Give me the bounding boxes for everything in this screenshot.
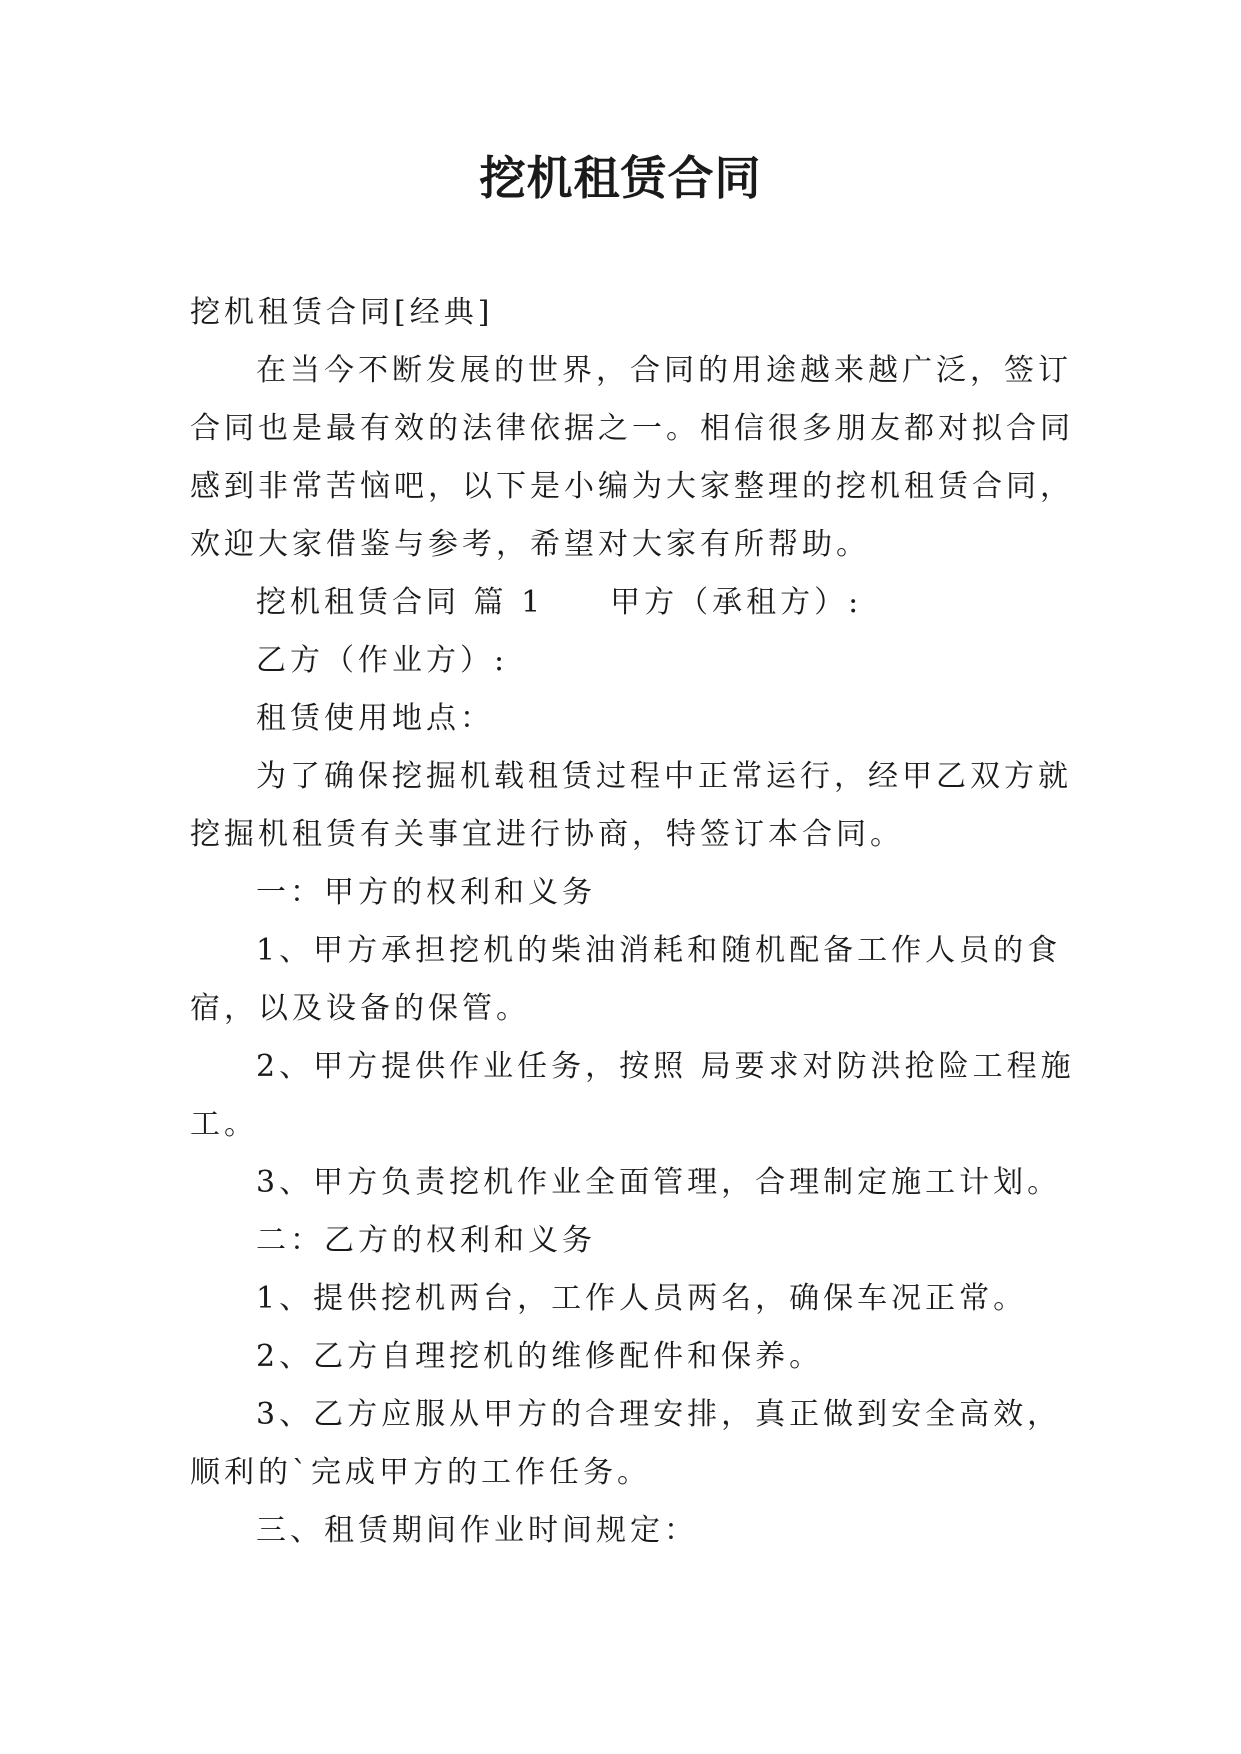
party-a-label: 甲方（承租方）: (610, 585, 863, 620)
clause-line: 3、乙方应服从甲方的合理安排，真正做到安全高效， (256, 1397, 1062, 1432)
clause-line: 1、甲方承担挖机的柴油消耗和随机配备工作人员的食 (256, 933, 1062, 968)
clause-line: 2、乙方自理挖机的维修配件和保养。 (256, 1339, 824, 1374)
section-heading: 三、租赁期间作业时间规定： (256, 1513, 698, 1548)
piece-heading-line (190, 574, 1070, 632)
document-body (190, 284, 1075, 1560)
purpose-line: 挖掘机租赁有关事宜进行协商，特签订本合同。 (190, 817, 904, 852)
party-b-label: 乙方（作业方）: (256, 643, 509, 678)
section-heading: 一：甲方的权利和义务 (256, 875, 596, 910)
piece-heading: 挖机租赁合同 篇 1 (256, 585, 545, 620)
section-heading: 二：乙方的权利和义务 (256, 1223, 596, 1258)
document-title: 挖机租赁合同 (479, 151, 762, 205)
intro-line: 欢迎大家借鉴与参考，希望对大家有所帮助。 (190, 527, 870, 562)
intro-line: 合同也是最有效的法律依据之一。相信很多朋友都对拟合同 (190, 411, 1074, 446)
clause-line: 2、甲方提供作业任务，按照 局要求对防洪抢险工程施 (256, 1049, 1075, 1084)
purpose-line: 为了确保挖掘机载租赁过程中正常运行，经甲乙双方就 (256, 759, 1072, 794)
location-label: 租赁使用地点： (256, 701, 494, 736)
clause-line: 宿，以及设备的保管。 (190, 991, 530, 1026)
intro-line: 在当今不断发展的世界，合同的用途越来越广泛，签订 (256, 353, 1072, 388)
document-subtitle: 挖机租赁合同[经典] (190, 295, 494, 330)
intro-line: 感到非常苦恼吧，以下是小编为大家整理的挖机租赁合同， (190, 469, 1074, 504)
clause-line: 顺利的`完成甲方的工作任务。 (190, 1455, 651, 1490)
clause-line: 3、甲方负责挖机作业全面管理，合理制定施工计划。 (256, 1165, 1062, 1200)
clause-line: 工。 (190, 1107, 258, 1142)
clause-line: 1、提供挖机两台，工作人员两名，确保车况正常。 (256, 1281, 1028, 1316)
